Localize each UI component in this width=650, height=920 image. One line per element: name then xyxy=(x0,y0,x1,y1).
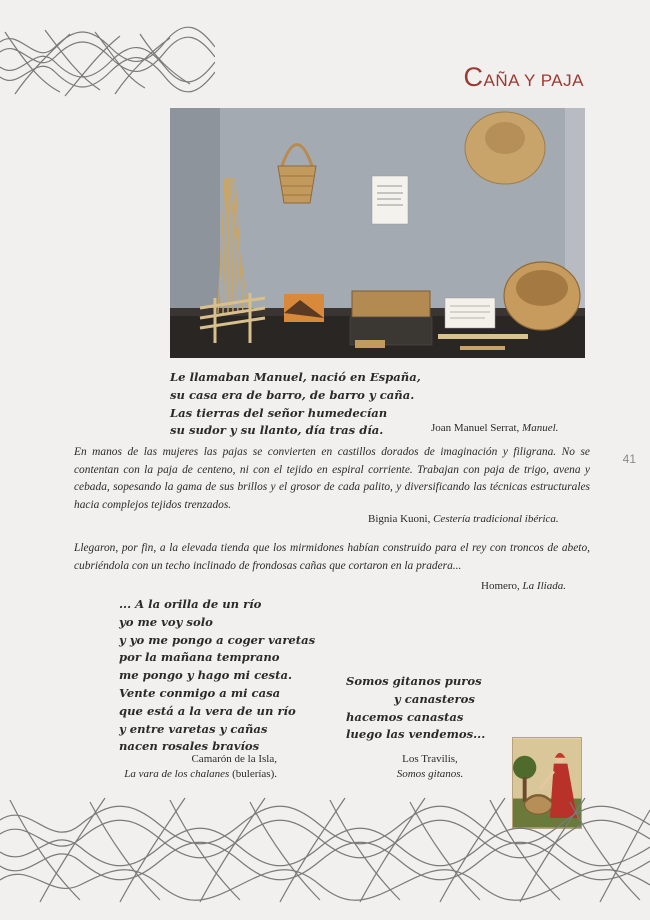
poem-line: y canasteros xyxy=(394,691,475,706)
poem-line: me pongo y hago mi cesta. xyxy=(119,668,292,683)
poem-line: Vente conmigo a mi casa xyxy=(119,685,281,700)
poem-line: su sudor y su llanto, día tras día. xyxy=(170,423,384,438)
poem-line: por la mañana temprano xyxy=(119,650,280,665)
poem-line: Las tierras del señor humedecían xyxy=(170,405,388,420)
poem-line: su casa era de barro, de barro y caña. xyxy=(170,387,415,402)
attribution-author: Homero, xyxy=(481,580,520,592)
attribution-work: Somos gitanos. xyxy=(396,768,464,780)
poem-line: hacemos canastas xyxy=(346,709,464,724)
poem-line: que está a la vera de un río xyxy=(119,703,296,718)
attribution-author: Joan Manuel Serrat, xyxy=(431,422,520,434)
poem-gitanos xyxy=(346,673,485,744)
attribution-camaron xyxy=(124,752,277,782)
poem-camaron xyxy=(119,596,315,756)
poem-line: ... A la orilla de un río xyxy=(119,597,262,611)
attribution-work: Manuel. xyxy=(522,422,559,434)
page-number: 41 xyxy=(622,452,636,466)
attribution-work-line xyxy=(124,767,277,782)
poem-line: luego las vendemos... xyxy=(346,727,486,742)
braid-ornament-bottom xyxy=(0,790,650,908)
attribution-genre: (bulerías). xyxy=(232,768,277,780)
attribution-author: Bignia Kuoni, xyxy=(368,513,431,525)
chapter-title-rest: AÑA Y PAJA xyxy=(483,71,584,90)
braid-ornament-top xyxy=(0,22,215,102)
attribution-work: La vara de los chalanes xyxy=(124,768,230,780)
poem-line: Somos gitanos puros xyxy=(346,674,482,688)
chapter-title-initial: C xyxy=(463,62,484,92)
poem-line: Le llamaban Manuel, nació en España, xyxy=(170,370,421,384)
attribution-homero xyxy=(481,580,566,592)
poem-line: nacen rosales bravíos xyxy=(119,739,260,754)
attribution-author: Los Travilis, xyxy=(402,753,458,765)
attribution-work: La Iliada. xyxy=(522,580,566,592)
epigraph-serrat xyxy=(170,369,421,440)
chapter-title xyxy=(464,62,584,93)
attribution-kuoni xyxy=(368,513,559,525)
quote-kuoni: En manos de las mujeres las pajas se convierten en castillos dorados de imaginación y filigrana. No se contentan con la paja de centeno, ni con el tejido en espiral corriente. Trabajan con paja de trigo, avena y cebada, sopesando la gama de sus brillos y el grosor de cada palito, y diversificando las técnicas estructurales hacia complejos tejidos trenzados. xyxy=(74,446,590,511)
attribution-work: Cestería tradicional ibérica. xyxy=(433,513,559,525)
poem-line: yo me voy solo xyxy=(119,614,213,629)
attribution-author: Camarón de la Isla, xyxy=(191,753,277,765)
quote-homero: Llegaron, por fin, a la elevada tienda que los mirmidones habían construido para el rey con troncos de abeto, cubriéndola con un techo inclinado de frondosas cañas que cortaron en la pradera... xyxy=(74,542,590,572)
attribution-serrat xyxy=(431,422,558,434)
poem-line: y yo me pongo a coger varetas xyxy=(119,632,316,647)
poem-line: y entre varetas y cañas xyxy=(119,721,268,736)
attribution-gitanos xyxy=(391,752,469,782)
exhibit-photo xyxy=(170,108,585,358)
